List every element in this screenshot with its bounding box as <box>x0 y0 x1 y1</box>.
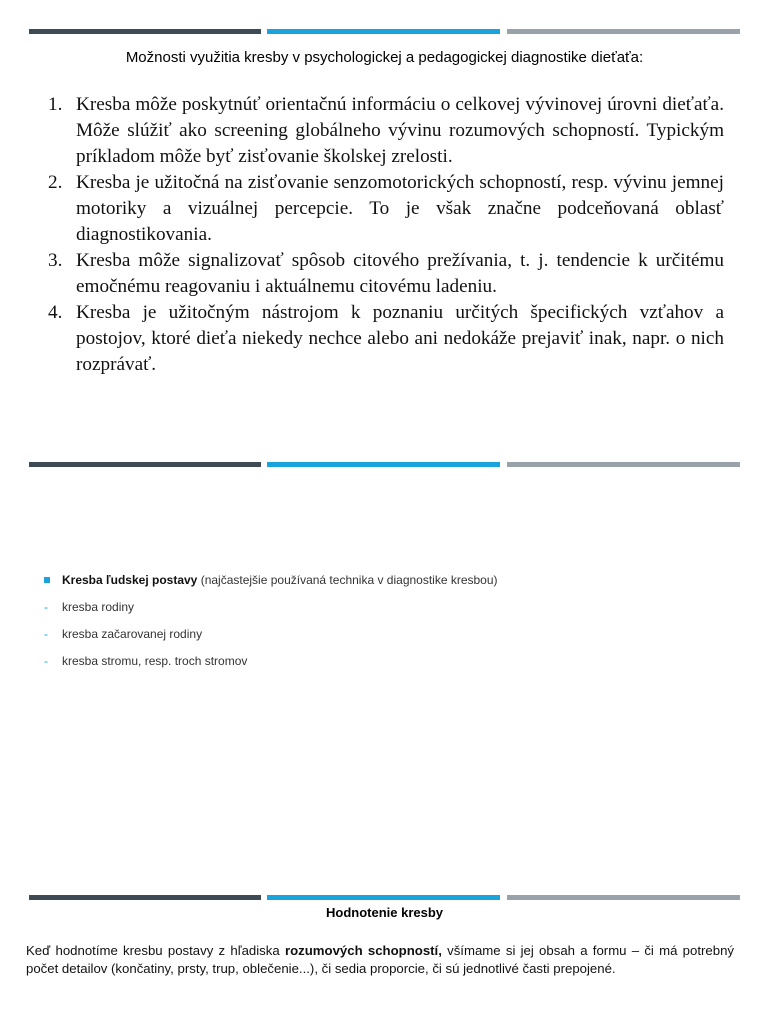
slide-divider-middle <box>29 462 740 467</box>
dash-bullet-icon: - <box>44 600 48 614</box>
item-number: 2. <box>48 172 63 193</box>
dash-bullet-icon: - <box>44 627 48 641</box>
list-item <box>44 597 498 624</box>
slide-divider-bottom <box>29 895 740 900</box>
paragraph-bold: rozumových schopností, <box>284 943 442 958</box>
divider-segment-gray <box>507 895 740 900</box>
technique-label: kresba začarovanej rodiny <box>62 627 203 641</box>
divider-segment-dark <box>29 462 261 467</box>
list-item <box>48 170 724 248</box>
square-bullet-icon <box>44 577 50 583</box>
divider-segment-dark <box>29 29 261 34</box>
numbered-list <box>48 92 724 378</box>
divider-segment-blue <box>267 29 500 34</box>
item-text: Kresba môže signalizovať spôsob citového prežívania, t. j. tendencie k určitému emočnému reagovaniu i aktuálnemu citovému ladeniu. <box>76 250 724 297</box>
divider-segment-blue <box>267 462 500 467</box>
slide3-title: Hodnotenie kresby <box>325 905 444 920</box>
technique-note: (najčastejšie používaná technika v diagnostike kresbou) <box>197 573 498 587</box>
divider-segment-dark <box>29 895 261 900</box>
dash-bullet-icon: - <box>44 654 48 668</box>
paragraph <box>26 942 734 978</box>
technique-list <box>44 570 498 678</box>
slide-divider-top <box>29 29 740 34</box>
list-item <box>44 570 498 597</box>
technique-label: kresba stromu, resp. troch stromov <box>62 654 248 668</box>
divider-segment-blue <box>267 895 500 900</box>
list-item <box>48 300 724 378</box>
item-number: 4. <box>48 302 63 323</box>
technique-label: kresba rodiny <box>62 600 135 614</box>
item-text: Kresba je užitočným nástrojom k poznaniu určitých špecifických vzťahov a postojov, ktoré dieťa niekedy nechce alebo ani nedokáže prejaviť inak, napr. o nich rozprávať. <box>76 302 724 375</box>
list-item <box>48 248 724 300</box>
slide1-title: Možnosti využitia kresby v psychologickej a pedagogickej diagnostike dieťaťa: <box>125 49 644 66</box>
paragraph-text: Keď hodnotíme kresbu postavy z hľadiska <box>26 943 285 958</box>
item-number: 3. <box>48 250 63 271</box>
item-text: Kresba je užitočná na zisťovanie senzomotorických schopností, resp. vývinu jemnej motoriky a vizuálnej percepcie. To je však značne podceňovaná oblasť diagnostikovania. <box>76 172 724 245</box>
list-item <box>44 651 498 678</box>
item-text: Kresba môže poskytnúť orientačnú informáciu o celkovej vývinovej úrovni dieťaťa. Môže slúžiť ako screening globálneho vývinu rozumových schopností. Typickým príkladom môže byť zisťovanie školskej zrelosti. <box>76 94 724 167</box>
divider-segment-gray <box>507 29 740 34</box>
divider-segment-gray <box>507 462 740 467</box>
paragraph-text: všímame si jej obsah a formu – či má potrebný počet detailov (končatiny, prsty, trup, oblečenie...), či sedia proporcie, či sú jednotlivé časti prepojené. <box>26 943 734 976</box>
technique-bold: Kresba ľudskej postavy <box>62 573 198 587</box>
item-number: 1. <box>48 94 63 115</box>
list-item <box>44 624 498 651</box>
list-item <box>48 92 724 170</box>
